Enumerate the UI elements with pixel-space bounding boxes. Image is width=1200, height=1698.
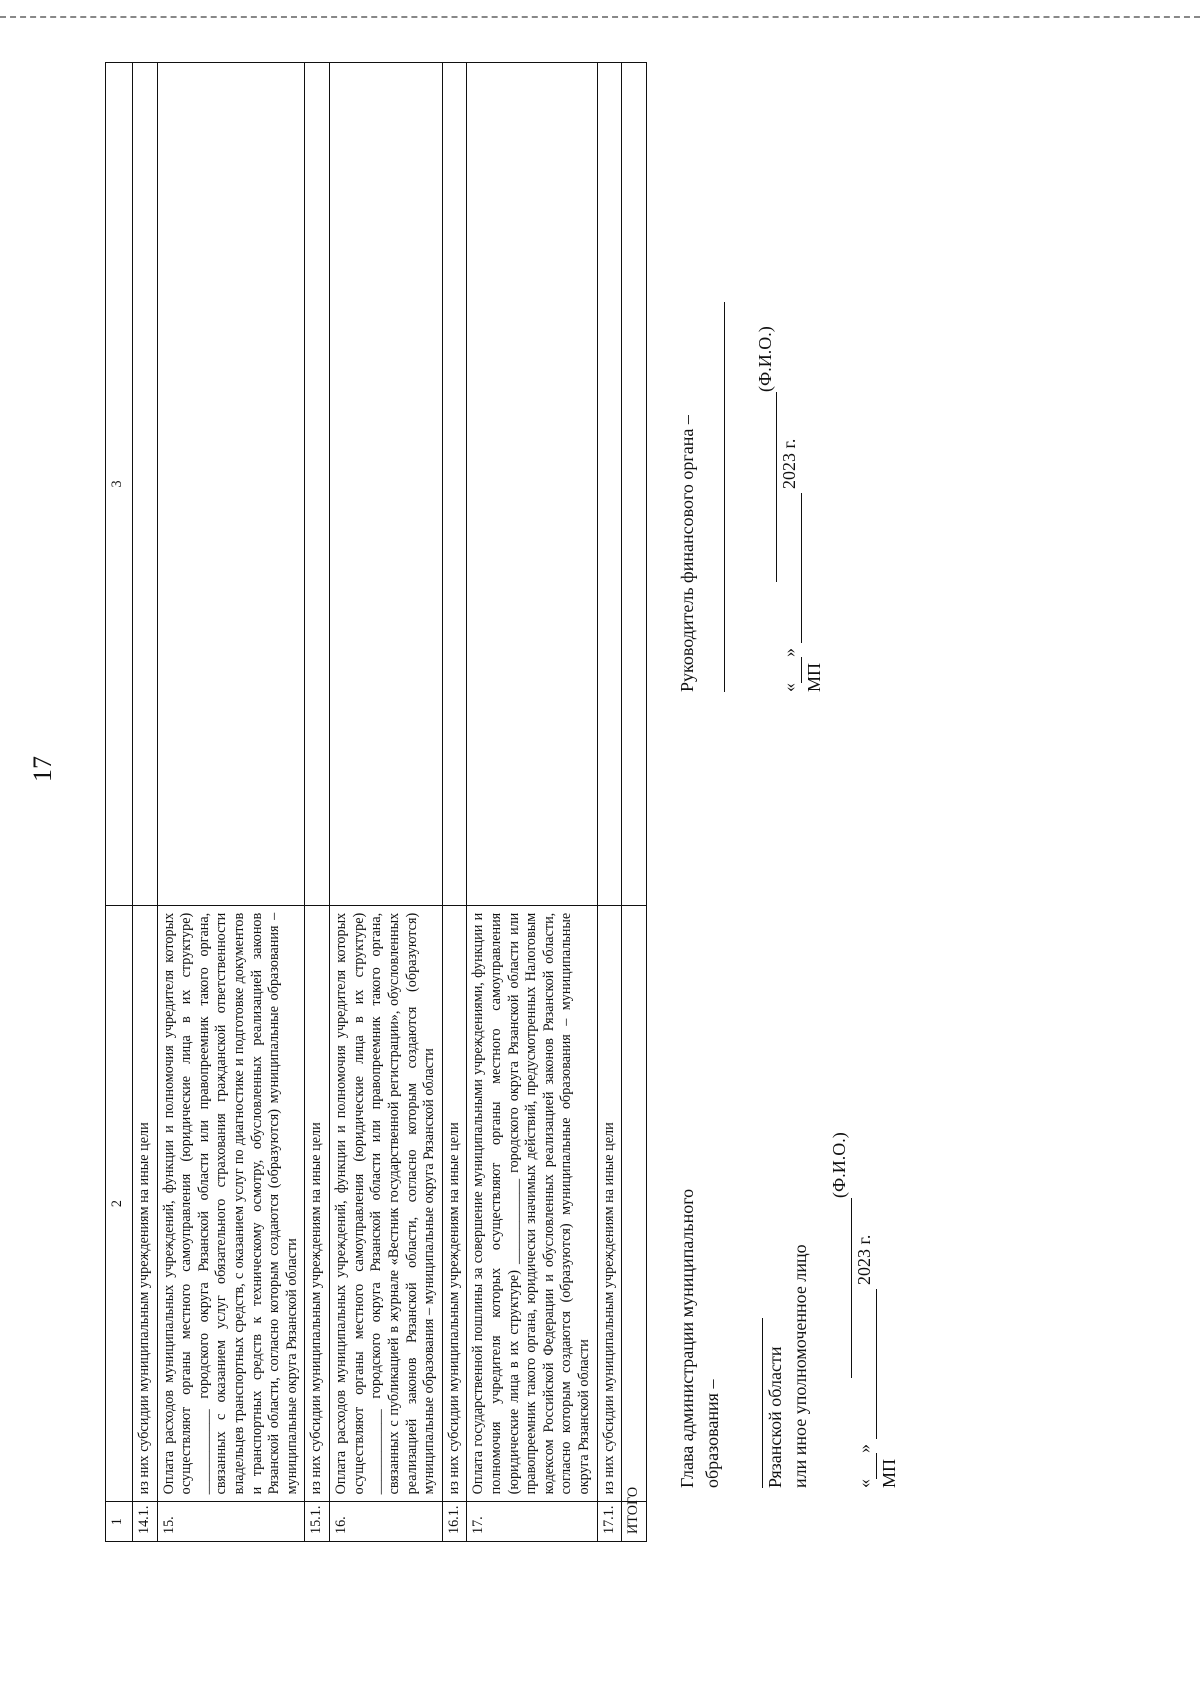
year-label: 2023 г. [779, 438, 800, 489]
row-number: 16. [330, 1502, 443, 1542]
month-blank [781, 494, 802, 644]
table-row [597, 63, 622, 1542]
signature-title-line: образования – [701, 1379, 722, 1488]
row-value [305, 63, 330, 906]
table-row [442, 63, 467, 1542]
header-cell: 3 [106, 63, 133, 906]
scan-edge [0, 16, 1200, 18]
row-number: 17. [467, 1502, 597, 1542]
row-value [133, 63, 158, 906]
table-row-total [622, 63, 647, 1542]
blank-line [704, 302, 725, 692]
report-table [105, 62, 647, 1542]
quote-close: » [853, 1444, 874, 1453]
row-text: Оплата государственной пошлины за совершение муниципальными учреждениями, функции и полномочия учредителя которых осуществляют органы местного самоуправления (юридические лица в их структуре) ____________ городского округа Рязанской области или правопреемник такого органа, юридически значимых действий, предусмотренных Налоговым кодексом Российской Федерации и обусловленных реализацией законов Рязанской области, согласно которым создаются (образуются) муниципальные образования – муниципальные округа Рязанской области [467, 905, 597, 1502]
rotated-page-content [105, 62, 901, 1542]
table-row [330, 63, 443, 1542]
signature-block [675, 62, 902, 1542]
row-number: 16.1. [442, 1502, 467, 1542]
table-row [467, 63, 597, 1542]
row-text: из них субсидии муниципальным учреждениям на иные цели [442, 905, 467, 1502]
row-text [622, 905, 647, 1502]
year-label: 2023 г. [853, 1234, 874, 1285]
quote-open: « [779, 683, 800, 692]
header-cell: 2 [106, 905, 133, 1502]
stamp-place: МП [804, 662, 825, 692]
row-text: из них субсидии муниципальным учреждениям на иные цели [597, 905, 622, 1502]
row-number: 15.1. [305, 1502, 330, 1542]
page-number: 17 [28, 756, 57, 782]
fio-label: (Ф.И.О.) [828, 1132, 849, 1198]
row-number: 14.1. [133, 1502, 158, 1542]
signature-line [756, 392, 777, 582]
row-text: из них субсидии муниципальным учреждениям на иные цели [133, 905, 158, 1502]
signature-title-line: Глава администрации муниципального [676, 1188, 697, 1488]
signature-line [831, 1198, 852, 1378]
quote-open: « [853, 1479, 874, 1488]
header-cell: 1 [106, 1502, 133, 1542]
row-value [622, 63, 647, 906]
row-number: 15. [157, 1502, 305, 1542]
month-blank [856, 1290, 877, 1440]
fio-label: (Ф.И.О.) [754, 326, 775, 392]
row-text: из них субсидии муниципальным учреждениям на иные цели [305, 905, 330, 1502]
row-value [157, 63, 305, 906]
row-text: Оплата расходов муниципальных учреждений, функции и полномочия учредителя которых осуществляют органы местного самоуправления (юридические лица в их структуре) ____________ городского округа Рязанской области или правопреемник такого органа, связанных с публикацией в журнале «Вестник государственной регистрации», обусловленных реализацией законов Рязанской области, согласно которым создаются (образуются) муниципальные образования – муниципальные округа Рязанской области [330, 905, 443, 1502]
row-value [467, 63, 597, 906]
table-row [133, 63, 158, 1542]
total-label: ИТОГО [622, 1502, 647, 1542]
signature-title-line: Рязанской области [765, 1346, 786, 1488]
row-value [597, 63, 622, 906]
row-text: Оплата расходов муниципальных учреждений, функции и полномочия учредителя которых осуществляют органы местного самоуправления (юридические лица в их структуре) ____________ городского округа Рязанской области или правопреемник такого органа, связанных с оказанием услуг обязательного страхования гражданской ответственности владельцев транспортных средств, с оказанием услуг по диагностике и подготовке документов и транспортных средств к техническому осмотру, обусловленных реализацией законов Рязанской области, согласно которым создаются (образуются) муниципальные образования – муниципальные округа Рязанской области [157, 905, 305, 1502]
table-row [305, 63, 330, 1542]
signature-title-line: Руководитель финансового органа – [676, 415, 697, 692]
row-value [442, 63, 467, 906]
row-value [330, 63, 443, 906]
signature-title-line: или иное уполномоченное лицо [790, 1244, 811, 1488]
blank-line [742, 1318, 763, 1488]
signature-head-of-finance [675, 62, 902, 692]
row-number: 17.1. [597, 1502, 622, 1542]
quote-close: » [779, 648, 800, 657]
day-blank [856, 1453, 877, 1479]
table-row [157, 63, 305, 1542]
day-blank [781, 657, 802, 683]
signature-head-of-administration [675, 928, 902, 1488]
table-header-row [106, 63, 133, 1542]
stamp-place: МП [878, 1458, 899, 1488]
